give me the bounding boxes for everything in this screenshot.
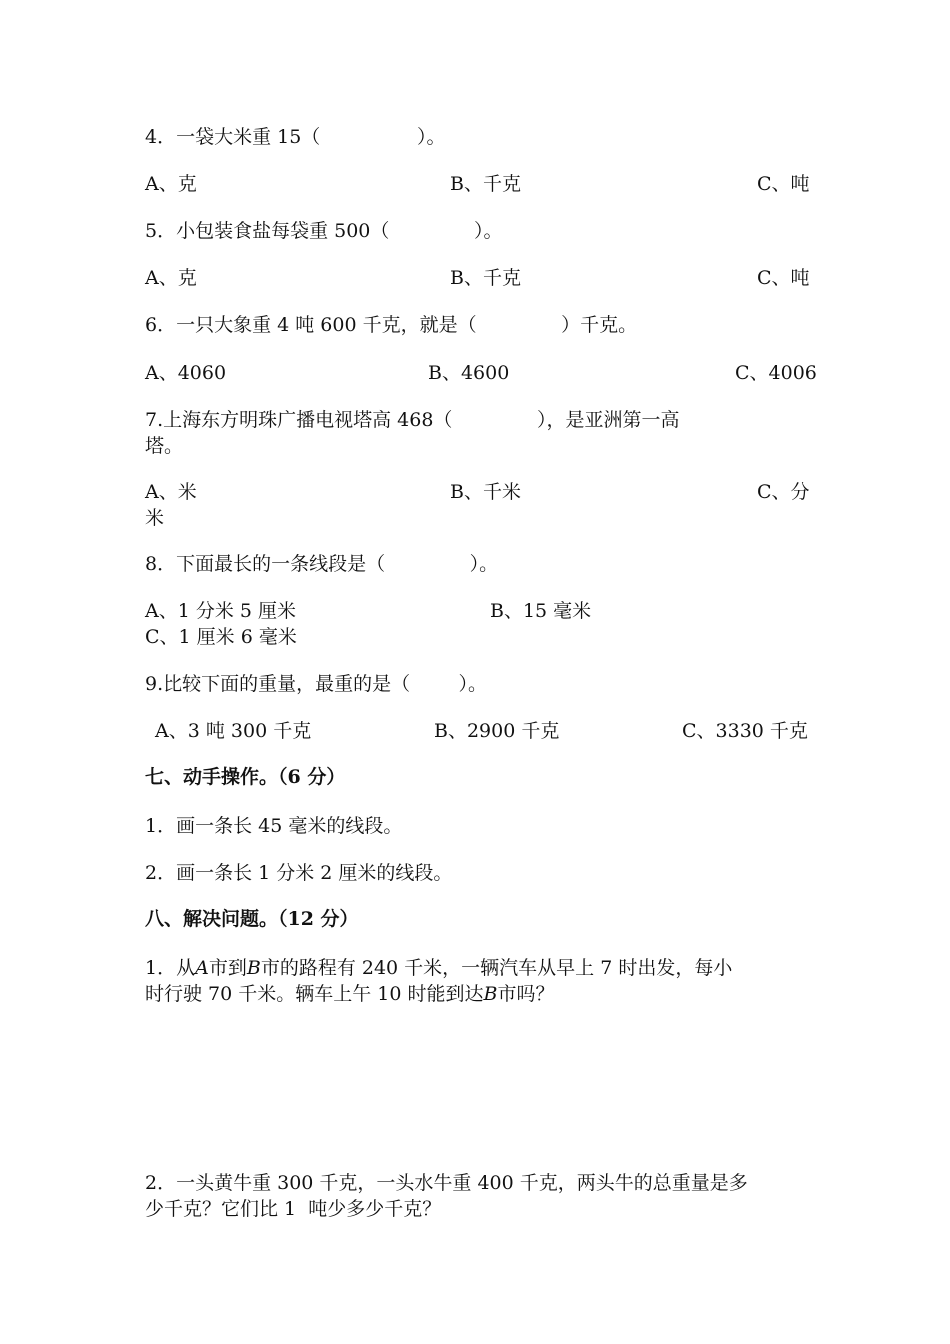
q5-stem: 5．小包装食盐每袋重 500（ ）。: [145, 220, 503, 242]
q4-stem: 4．一袋大米重 15（ ）。: [145, 126, 446, 148]
section8-problem1-line2: [145, 981, 810, 1007]
q6-option-c: C、4006: [735, 362, 817, 384]
q6-option-b: B、4600: [428, 362, 510, 384]
q4-option-a: A、克: [145, 173, 197, 195]
q6-option-a: A、4060: [145, 362, 227, 384]
q8-option-a: A、1 分米 5 厘米: [145, 600, 297, 622]
q6-stem: 6．一只大象重 4 吨 600 千克，就是（ ）千克。: [145, 314, 638, 336]
section7-item-1: 1．画一条长 45 毫米的线段。: [145, 815, 403, 837]
q9-option-b: B、2900 千克: [434, 720, 560, 742]
q5-option-c: C、吨: [757, 267, 810, 289]
p1-line2-city-b: B: [483, 983, 498, 1005]
q7-option-a: A、米: [145, 481, 197, 503]
section8-problem1-line1: [145, 955, 810, 981]
q5-option-b: B、千克: [450, 267, 521, 289]
q7-option-b: B、千米: [450, 481, 521, 503]
p1-line2-text-a: 时行驶 70 千米。辆车上午 10 时能到达: [145, 983, 484, 1005]
q5-option-a: A、克: [145, 267, 197, 289]
section7-title: 七、动手操作。（6 分）: [145, 766, 346, 788]
q7-option-c-cont: 米: [145, 507, 165, 529]
section7-item-2: 2．画一条长 1 分米 2 厘米的线段。: [145, 862, 453, 884]
q4-option-b: B、千克: [450, 173, 521, 195]
p1-text-b: 市到: [208, 957, 247, 979]
p1-text-c: 市的路程有 240 千米，一辆汽车从早上 7 时出发，每小: [260, 957, 733, 979]
q9-stem: 9.比较下面的重量，最重的是（ ）。: [145, 673, 487, 695]
p1-city-b: B: [246, 957, 261, 979]
p1-text-a: 1．从: [145, 957, 196, 979]
q7-stem-line1: 7.上海东方明珠广播电视塔高 468（ ），是亚洲第一高: [145, 409, 680, 431]
section8-problem2-line1: 2．一头黄牛重 300 千克，一头水牛重 400 千克，两头牛的总重量是多: [145, 1172, 748, 1194]
q8-option-b: B、15 毫米: [490, 600, 592, 622]
q8-stem: 8．下面最长的一条线段是（ ）。: [145, 553, 499, 575]
q8-option-c: C、1 厘米 6 毫米: [145, 626, 297, 648]
q4-option-c: C、吨: [757, 173, 810, 195]
q7-option-c: C、分: [757, 481, 810, 503]
p1-line2-text-b: 市吗？: [497, 983, 555, 1005]
p1-city-a: A: [195, 957, 209, 979]
q9-option-c: C、3330 千克: [682, 720, 808, 742]
q7-stem-line2: 塔。: [145, 435, 184, 457]
section8-title: 八、解决问题。（12 分）: [145, 908, 359, 930]
q9-option-a: A、3 吨 300 千克: [155, 720, 312, 742]
section8-problem2-line2: 少千克？它们比 1 吨少多少千克？: [145, 1198, 442, 1220]
